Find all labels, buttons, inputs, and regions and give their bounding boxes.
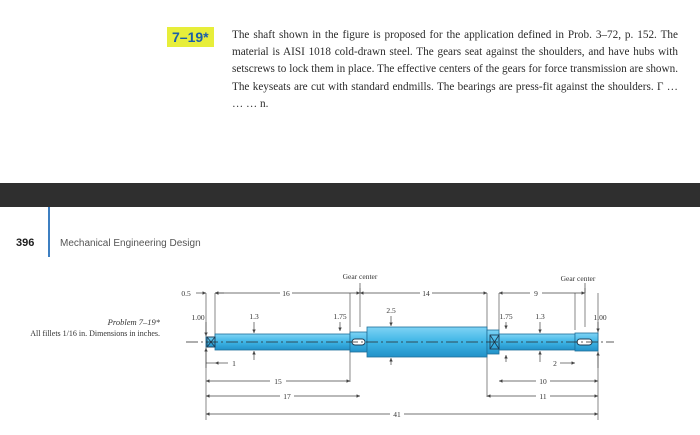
label-d-11: 11 <box>539 392 547 401</box>
label-d-41: 41 <box>393 410 401 419</box>
problem-text: The shaft shown in the figure is proposed for the application defined in Prob. 3–72, p. 152. The material is AISI 1018 cold-drawn steel. The gears seat against the shoulders, and have hubs with setscrews to lock them in place. The effective centers of the gears for force transmission are shown. The keyseats are cut with standard endmills. The bearings are press-fit against the shoulders. Γ … … … n. <box>232 29 678 110</box>
label-d-0.5: 0.5 <box>181 289 191 298</box>
bottom-dimensions <box>206 363 598 414</box>
label-d-17: 17 <box>283 392 291 401</box>
label-d-15: 15 <box>274 377 282 386</box>
label-dia-2.5: 2.5 <box>386 306 396 315</box>
label-dia-1.00-left: 1.00 <box>191 313 205 322</box>
label-d-1: 1 <box>232 359 236 368</box>
problem-number: 7–19* <box>167 27 214 47</box>
label-dia-1.3-right: 1.3 <box>535 312 545 321</box>
label-dia-1.00-right: 1.00 <box>593 313 607 322</box>
caption-body: All fillets 1/16 in. Dimensions in inches. <box>30 329 160 338</box>
label-gear-center-left: Gear center <box>342 272 378 281</box>
label-dia-1.3-left: 1.3 <box>249 312 259 321</box>
label-dia-1.75-left: 1.75 <box>333 312 347 321</box>
label-d-16: 16 <box>282 289 290 298</box>
label-d-2: 2 <box>553 359 557 368</box>
label-d-14: 14 <box>422 289 430 298</box>
label-d-10: 10 <box>539 377 547 386</box>
page-number: 396 <box>16 237 35 249</box>
label-d-9: 9 <box>534 289 538 298</box>
label-gear-center-right: Gear center <box>560 274 596 283</box>
label-dia-1.75-right: 1.75 <box>499 312 513 321</box>
book-title: Mechanical Engineering Design <box>60 238 201 249</box>
caption-title: Problem 7–19* <box>107 317 160 327</box>
